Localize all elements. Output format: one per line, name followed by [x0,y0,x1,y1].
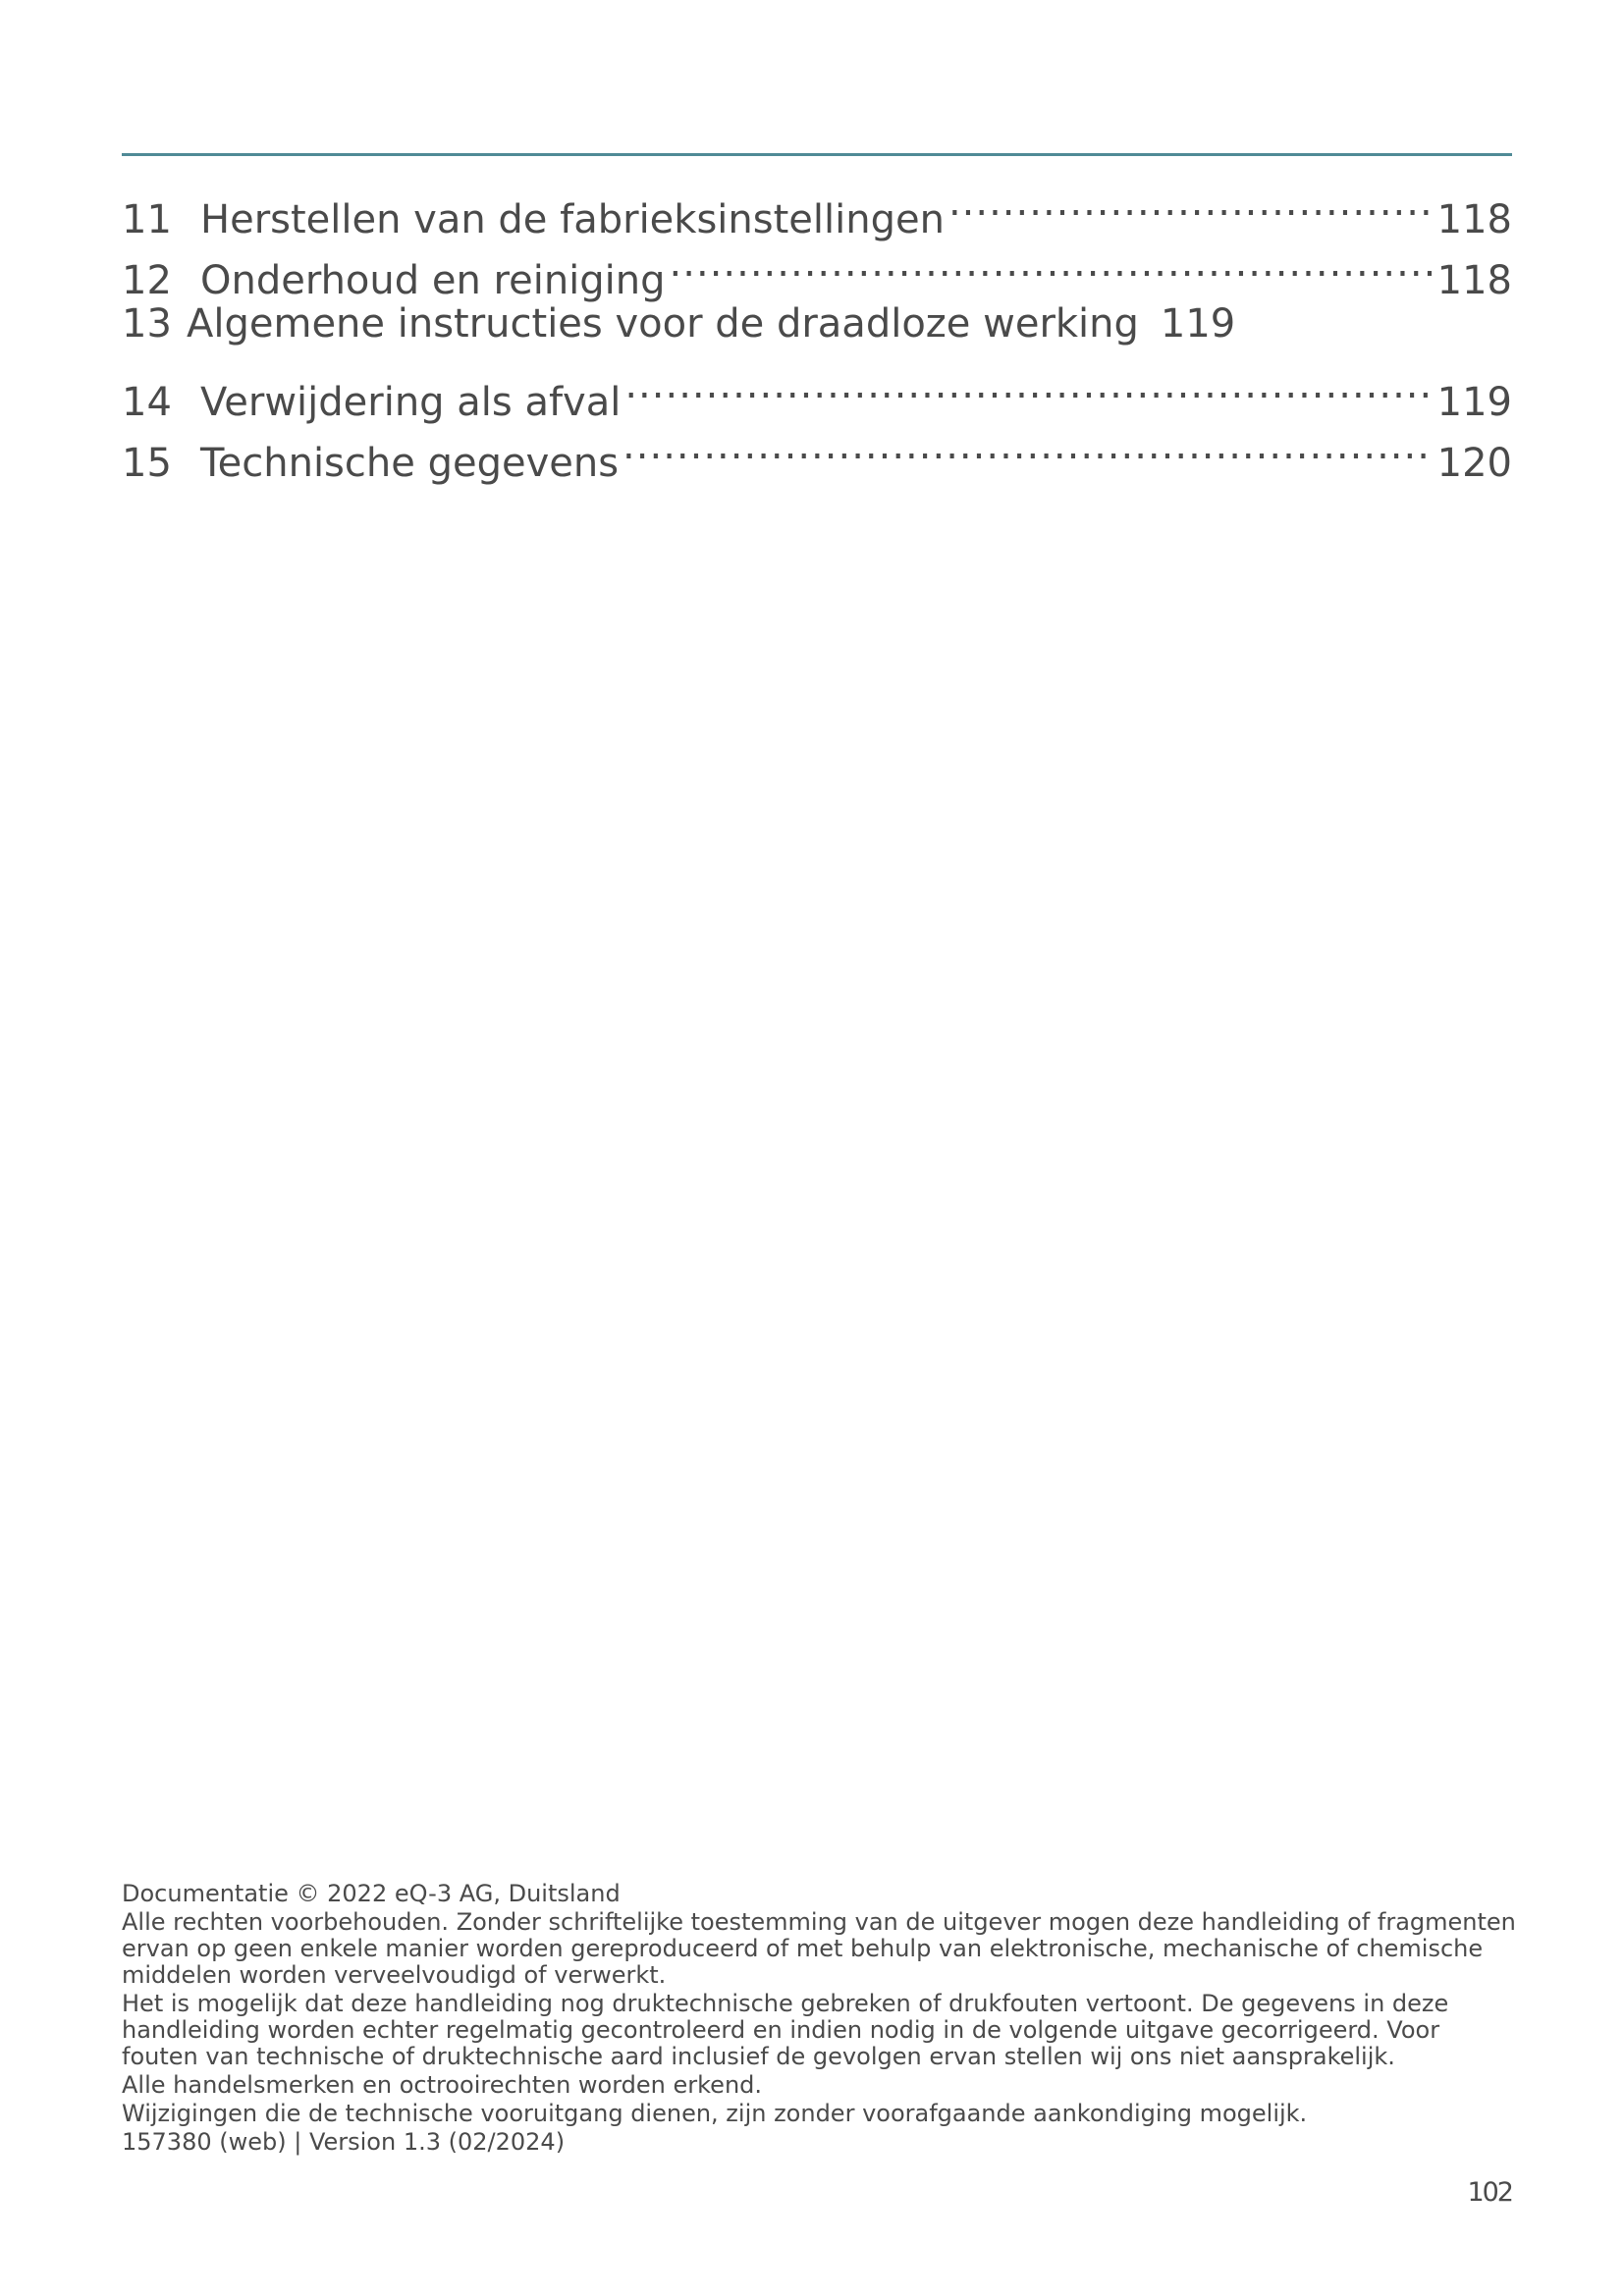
toc-entry-title: Onderhoud en reiniging [200,258,666,303]
imprint-trademarks: Alle handelsmerken en octrooirechten worden erkend. [122,2071,763,2099]
toc-entry-page: 118 [1436,258,1512,303]
page-number: 102 [1467,2177,1512,2208]
imprint-copyright: Documentatie © 2022 eQ-3 AG, Duitsland [122,1880,621,1907]
toc-entry-title: Herstellen van de fabrieksinstellingen [200,197,945,242]
imprint-version: 157380 (web) | Version 1.3 (02/2024) [122,2128,566,2156]
toc-entry-13[interactable] [122,294,1512,354]
table-of-contents [122,172,1512,486]
toc-entry-page: 119 [1436,380,1512,425]
toc-entry-title: Algemene instructies voor de draadloze werking [187,301,1139,347]
toc-entry-number: 14 [122,380,172,425]
imprint-changes: Wijzigingen die de technische vooruitgang dienen, zijn zonder voorafgaande aankondiging mogelijk. [122,2100,1308,2127]
toc-entry-number: 15 [122,441,172,486]
toc-dot-leader [948,172,1434,233]
imprint [122,1881,1516,2158]
toc-entry-11[interactable] [122,172,1512,242]
toc-entry-page: 118 [1436,197,1512,242]
toc-dot-leader [623,415,1434,476]
toc-entry-number: 12 [122,258,172,303]
toc-entry-page: 119 [1160,301,1236,347]
imprint-errors: Het is mogelijk dat deze handleiding nog druktechnische gebreken of drukfouten vertoont. De gegevens in deze handleiding worden echter regelmatig gecontroleerd en indien nodig in de volgende uitgave gecorrigeerd. Voor fouten van technische of druktechnische aard inclusief de gevolgen ervan stellen wij ons niet aansprakelijk. [122,1990,1449,2070]
imprint-rights: Alle rechten voorbehouden. Zonder schriftelijke toestemming van de uitgever mogen deze handleiding of fragmenten ervan op geen enkele manier worden gereproduceerd of met behulp van elektronische, mechanische of chemische middelen worden verveelvoudigd of verwerkt. [122,1908,1516,1989]
toc-entry-14[interactable] [122,354,1512,425]
toc-dot-leader [670,233,1434,294]
toc-dot-leader [624,354,1433,415]
toc-entry-number: 13 [122,301,172,347]
toc-entry-page: 120 [1436,441,1512,486]
toc-top-rule [122,153,1512,156]
toc-entry-number: 11 [122,197,172,242]
toc-entry-title: Verwijdering als afval [200,380,622,425]
toc-entry-title: Technische gegevens [200,441,620,486]
